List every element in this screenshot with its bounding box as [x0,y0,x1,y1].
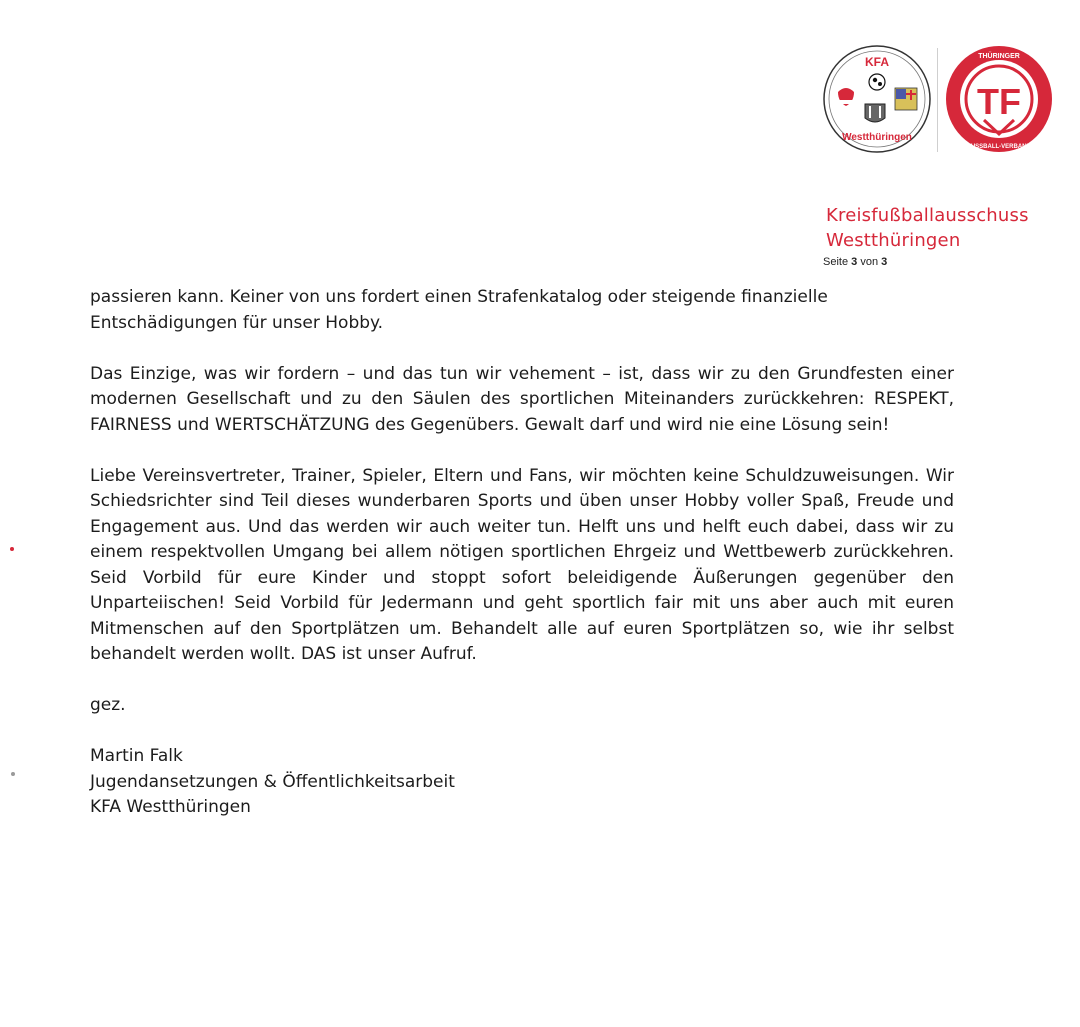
page-number [823,256,887,268]
header-logos [822,44,1058,160]
page-label: Seite [823,256,849,268]
svg-text:TF: TF [977,81,1021,122]
paragraph: passieren kann. Keiner von uns fordert einen Strafenkatalog oder steigende finanzielle Entschädigungen für unser Hobby. [90,287,828,333]
page-total: 3 [881,256,888,268]
page-current: 3 [851,256,858,268]
org-name-line1: Kreisfußballausschuss [826,205,1029,226]
margin-mark [11,772,15,776]
closing: gez. [90,695,126,715]
svg-text:THÜRINGER: THÜRINGER [978,53,1020,60]
margin-mark [10,547,14,551]
signature-role: Jugendansetzungen & Öffentlichkeitsarbeit [90,771,455,792]
paragraph: Liebe Vereinsvertreter, Trainer, Spieler, Eltern und Fans, wir möchten keine Schuldzuweisungen. Wir Schiedsrichter sind Teil dieses wunderbaren Sports und üben unser Hobby voller Spaß, Freude und Engagement aus. Und das werden wir auch weiter tun. Helft uns und helft euch dabei, dass wir zu einem respektvollen Umgang bei allem nötigen sportlichen Ehrgeiz und Wettbewerb zurückkehren. Seid Vorbild für eure Kinder und stoppt sofort beleidigende Äußerungen gegenüber den Unparteiischen! Seid Vorbild für Jedermann und geht sportlich fair mit uns aber auch mit euren Mitmenschen auf den Sportplätzen um. Behandelt alle auf euren Sportplätzen so, wie ihr selbst behandelt werden wollt. DAS ist unser Aufruf. [90,465,954,664]
signature-org: KFA Westthüringen [90,797,251,817]
page-of: von [860,256,879,268]
organization-name [826,203,1029,253]
kfa-westthueringen-logo [822,44,932,154]
signature-name: Martin Falk [90,746,183,766]
org-name-line2: Westthüringen [826,230,961,251]
svg-text:Westthüringen: Westthüringen [842,132,912,143]
logo-divider [937,48,938,152]
letter-body [90,285,954,821]
paragraph: Das Einzige, was wir fordern – und das tun wir vehement – ist, dass wir zu den Grundfesten einer modernen Gesellschaft und zu den Säulen des sportlichen Miteinanders zurückkehren: RESPEKT, FAIRNESS und WERTSCHÄTZUNG des Gegenübers. Gewalt darf und wird nie eine Lösung sein! [90,363,954,435]
svg-text:FUSSBALL-VERBAND: FUSSBALL-VERBAND [967,144,1031,150]
tfv-logo [944,44,1054,154]
svg-text:KFA: KFA [865,55,889,69]
